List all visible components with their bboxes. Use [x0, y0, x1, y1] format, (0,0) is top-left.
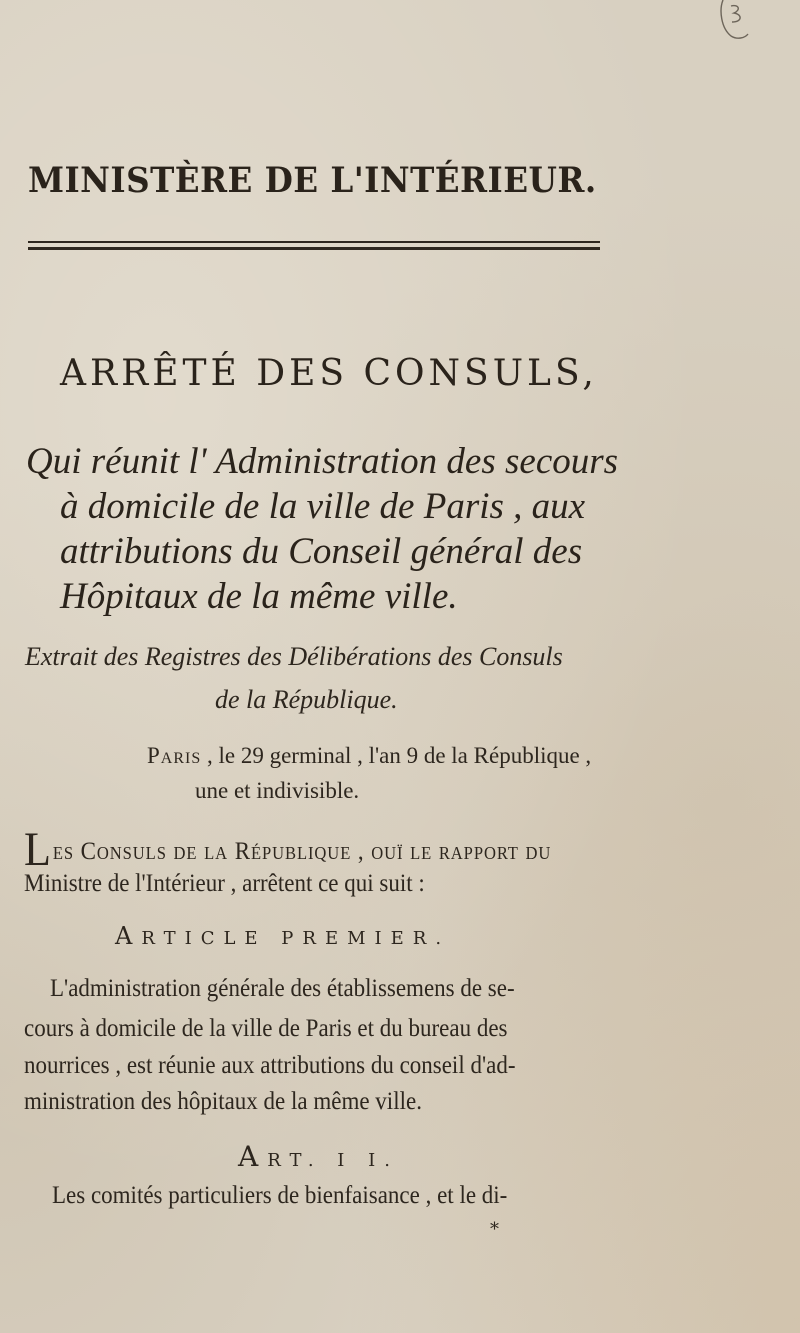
ministry-title: MINISTÈRE DE L'INTÉRIEUR. [28, 160, 597, 201]
pencil-annotation-icon [715, 0, 757, 42]
date-line [147, 743, 591, 769]
article-1-line: ministration des hôpitaux de la même ville. [24, 1088, 422, 1115]
subtitle-line: Hôpitaux de la même ville. [60, 576, 458, 617]
article-heading-initial: A [115, 922, 142, 950]
article-1-line: cours à domicile de la ville de Paris et du bureau des [24, 1015, 508, 1042]
preamble-line: Ministre de l'Intérieur , arrêtent ce qui suit : [24, 870, 425, 897]
subtitle-line: attributions du Conseil général des [60, 531, 583, 572]
date-place: Paris [147, 743, 202, 768]
signature-mark-asterisk: * [490, 1219, 499, 1240]
header-rule-top [28, 241, 600, 243]
article-1-heading [115, 922, 450, 950]
article-1-line: L'administration générale des établissemens de se- [50, 975, 515, 1002]
extrait-line: de la République. [215, 685, 398, 714]
article-2-line: Les comités particuliers de bienfaisance , et le di- [52, 1182, 508, 1209]
extrait-line: Extrait des Registres des Délibérations des Consuls [25, 642, 563, 671]
article-1-line: nourrices , est réunie aux attributions du conseil d'ad- [24, 1052, 516, 1079]
subtitle-line: Qui réunit l' Administration des secours [26, 441, 619, 482]
preamble-text: es Consuls de la République , ouï le rapport du [52, 838, 552, 865]
subtitle-line: à domicile de la ville de Paris , aux [60, 486, 586, 527]
article-heading-initial: A [238, 1140, 268, 1173]
date-text: , le 29 germinal , l'an 9 de la République , [201, 743, 592, 768]
header-rule-bottom [28, 247, 600, 250]
arrete-title: ARRÊTÉ DES CONSULS, [60, 353, 598, 394]
date-line-continued: une et indivisible. [195, 778, 360, 803]
article-2-heading [238, 1140, 399, 1173]
article-heading-rest: RT. I I. [267, 1150, 399, 1171]
drop-cap: L [24, 823, 51, 876]
preamble-line [24, 823, 552, 876]
article-heading-rest: RTICLE PREMIER. [141, 928, 451, 949]
